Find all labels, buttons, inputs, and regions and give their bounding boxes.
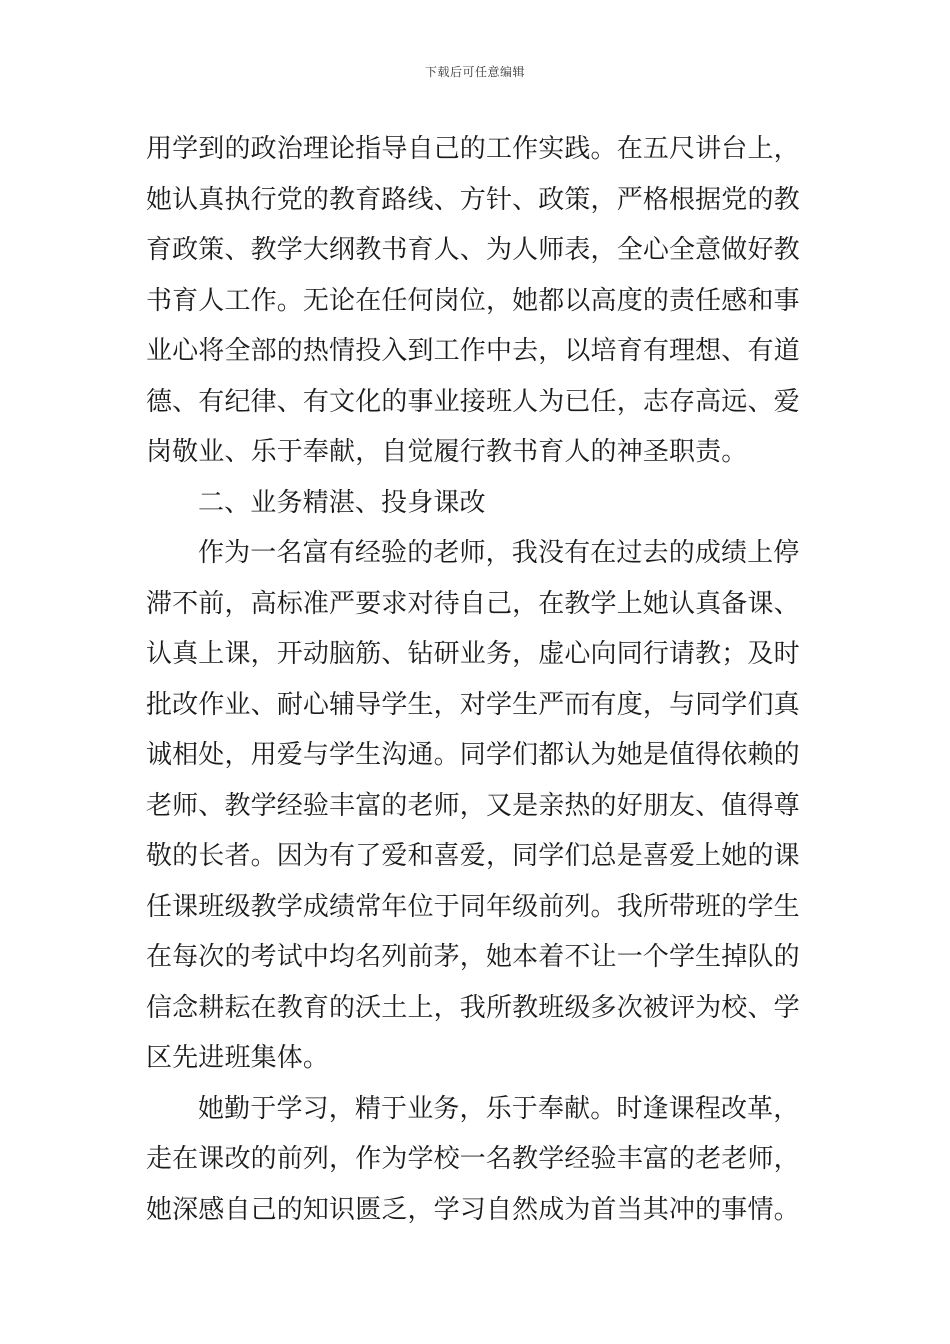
- text-line: 德、有纪律、有文化的事业接班人为已任，志存高远、爱: [146, 386, 800, 417]
- text-line: 滞不前，高标准严要求对待自己，在教学上她认真备课、: [146, 588, 800, 619]
- body-text: [146, 124, 812, 1235]
- text-line: 信念耕耘在教育的沃土上，我所教班级多次被评为校、学: [146, 992, 800, 1023]
- text-line: 书育人工作。无论在任何岗位，她都以高度的责任感和事: [146, 285, 800, 316]
- text-line: 批改作业、耐心辅导学生，对学生严而有度，与同学们真: [146, 689, 800, 720]
- text-line: 岗敬业、乐于奉献，自觉履行教书育人的神圣职责。: [146, 437, 748, 467]
- text-line: 老师、教学经验丰富的老师，又是亲热的好朋友、值得尊: [146, 790, 800, 821]
- text-line: 她勤于学习，精于业务，乐于奉献。时逢课程改革，: [198, 1093, 800, 1124]
- text-line: 区先进班集体。: [146, 1043, 330, 1073]
- text-line: 作为一名富有经验的老师，我没有在过去的成绩上停: [198, 538, 800, 568]
- text-line: 诚相处，用爱与学生沟通。同学们都认为她是值得依赖的: [146, 740, 800, 770]
- text-line: 在每次的考试中均名列前茅，她本着不让一个学生掉队的: [146, 942, 800, 972]
- text-line: 她认真执行党的教育路线、方针、政策，严格根据党的教: [146, 184, 800, 215]
- text-line: 任课班级教学成绩常年位于同年级前列。我所带班的学生: [146, 891, 800, 922]
- text-line: 育政策、教学大纲教书育人、为人师表，全心全意做好教: [146, 235, 800, 265]
- text-line: 用学到的政治理论指导自己的工作实践。在五尺讲台上，: [146, 134, 800, 164]
- page-header: 下载后可任意编辑: [424, 65, 525, 79]
- text-line: 走在课改的前列，作为学校一名教学经验丰富的老老师，: [146, 1144, 800, 1174]
- text-line: 敬的长者。因为有了爱和喜爱，同学们总是喜爱上她的课: [146, 841, 800, 871]
- text-line: 她深感自己的知识匮乏，学习自然成为首当其冲的事情。: [146, 1194, 800, 1225]
- text-line: 业心将全部的热情投入到工作中去，以培育有理想、有道: [146, 336, 800, 366]
- section-heading: 二、业务精湛、投身课改: [198, 487, 486, 518]
- text-line: 认真上课，开动脑筋、钻研业务，虚心向同行请教；及时: [146, 639, 800, 669]
